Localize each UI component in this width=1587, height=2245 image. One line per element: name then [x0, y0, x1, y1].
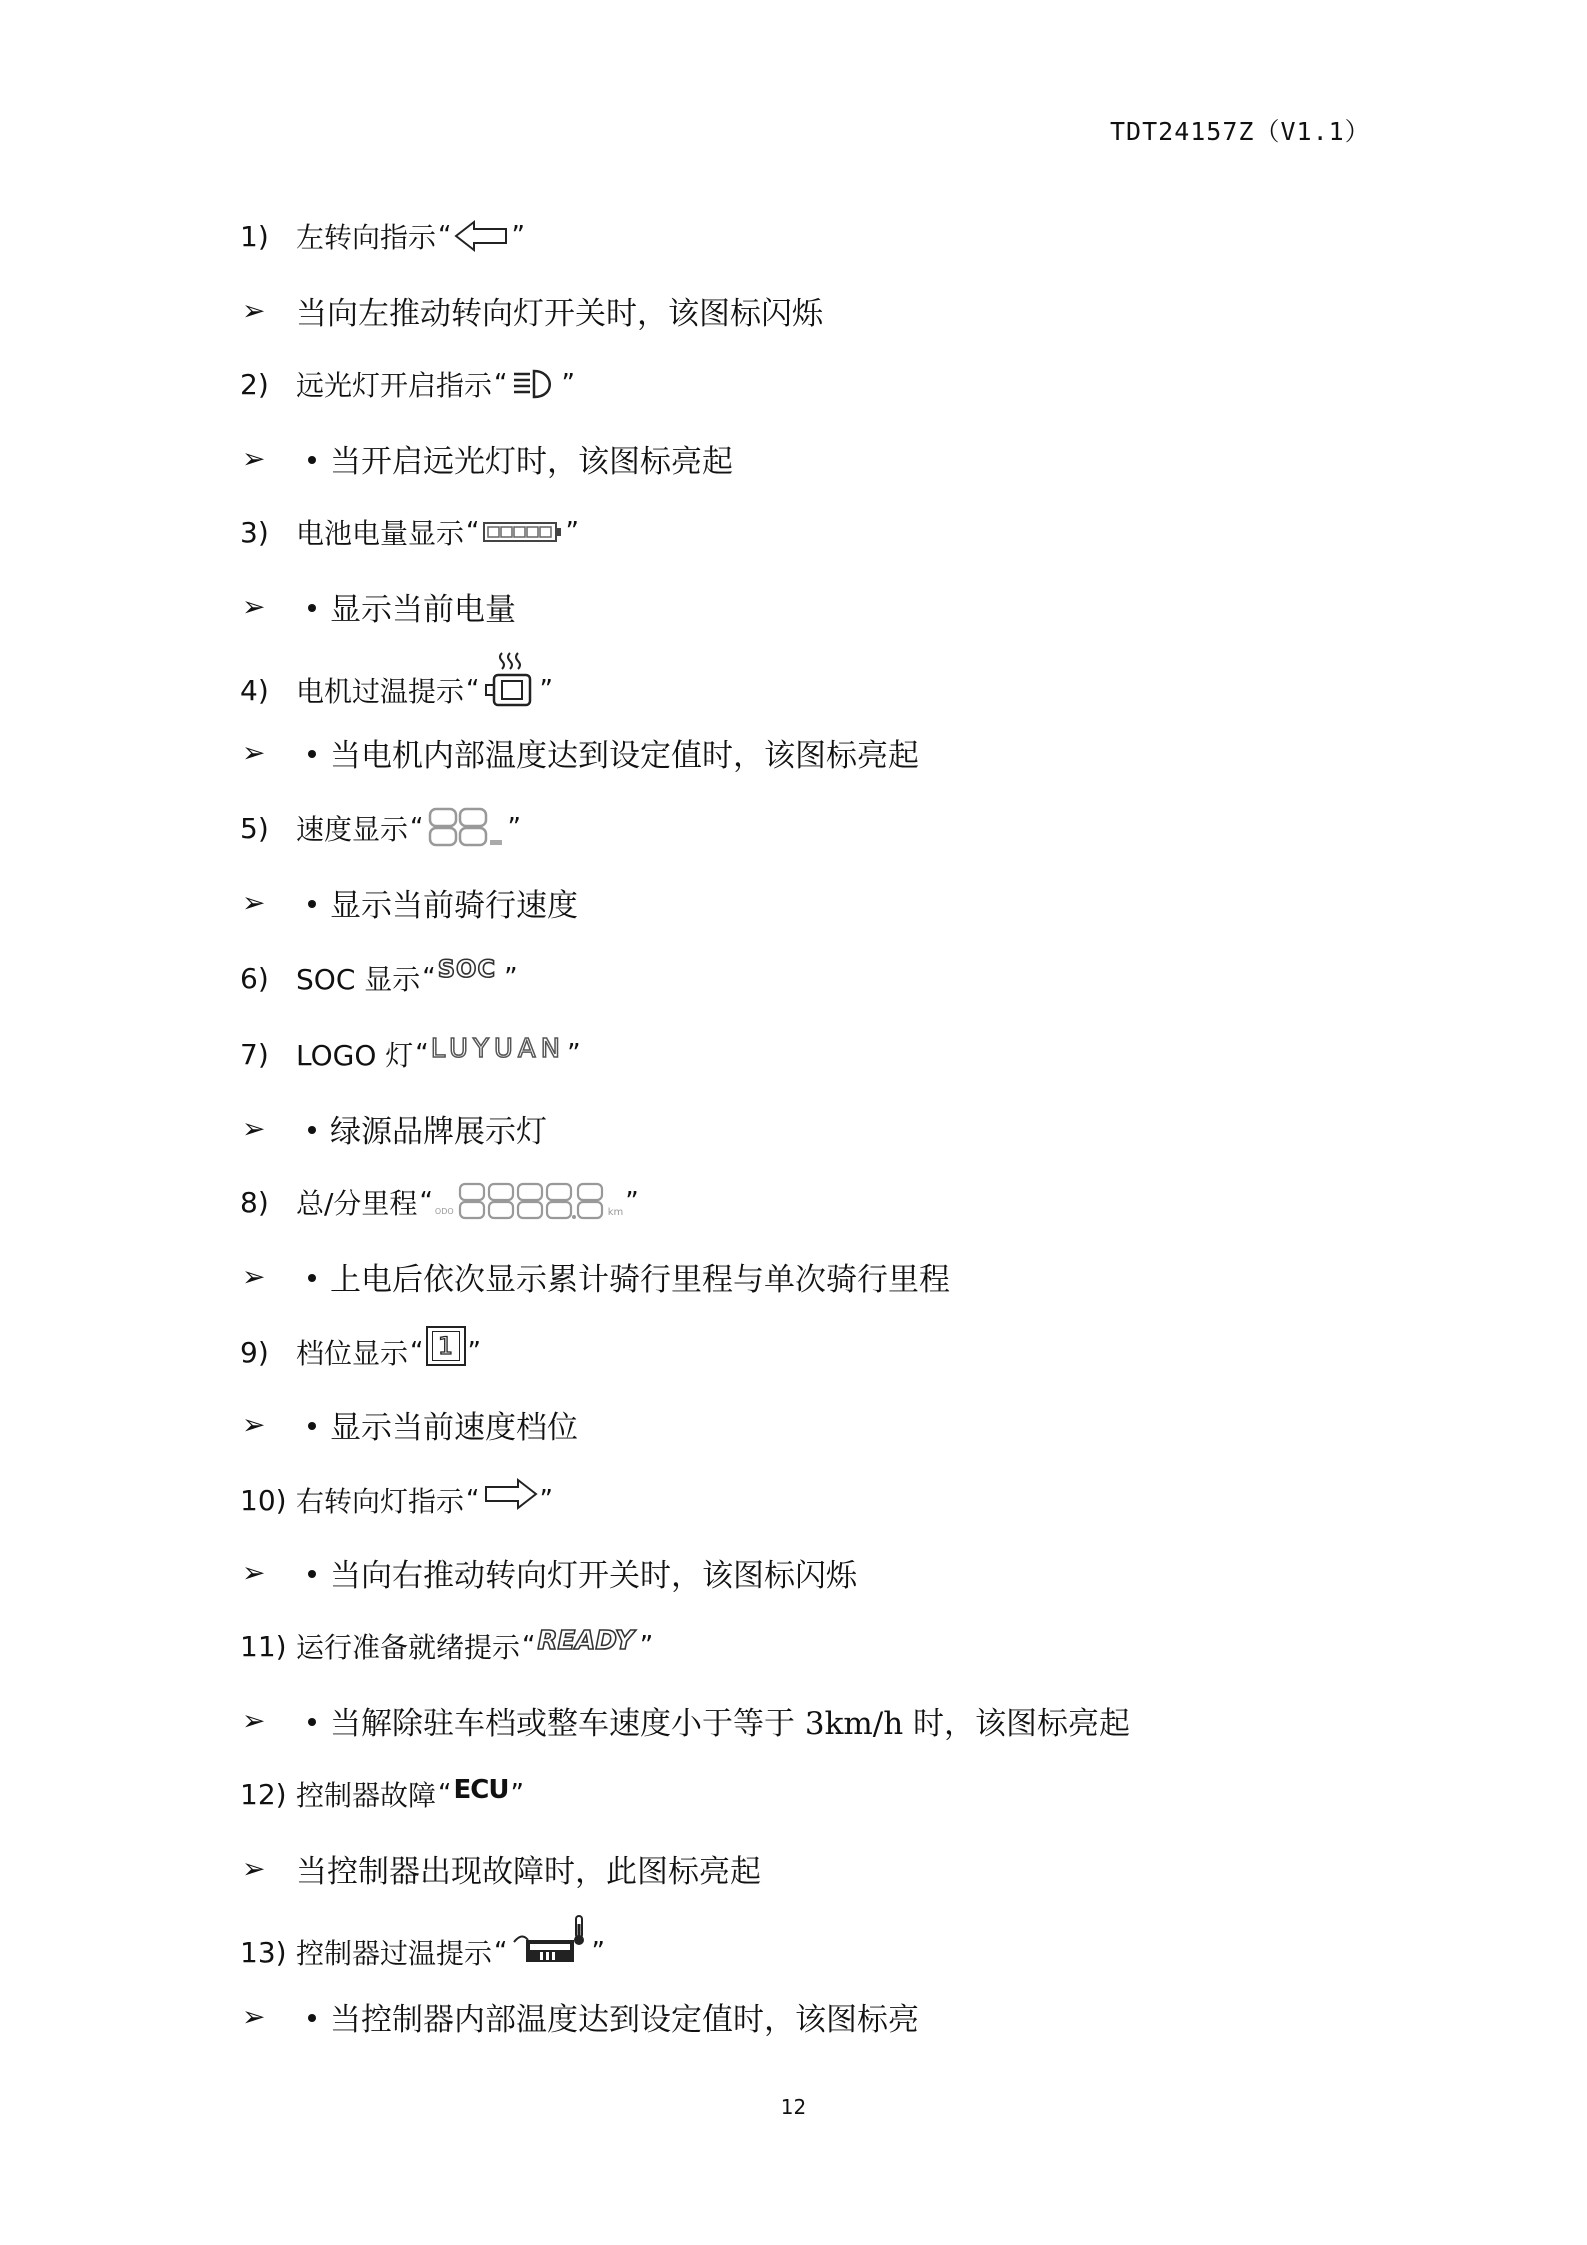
dot-bullet-icon: [308, 1718, 316, 1726]
dot-bullet-icon: [308, 750, 316, 758]
item-number: 1): [240, 219, 269, 253]
odometer-icon: [435, 1182, 623, 1222]
document-id: TDT24157Z（V1.1）: [1110, 117, 1371, 146]
item-number: 8): [240, 1185, 269, 1219]
bullet-text: 当向左推动转向灯开关时，该图标闪烁: [296, 295, 823, 332]
open-quote: “: [438, 221, 452, 251]
item-title: 档位显示: [296, 1337, 409, 1370]
close-quote: ”: [467, 1337, 481, 1367]
open-quote: “: [466, 1485, 480, 1515]
close-quote: ”: [567, 1039, 581, 1069]
bullet-text: 当向右推动转向灯开关时，该图标闪烁: [330, 1557, 857, 1594]
dot-bullet-icon: [308, 1274, 316, 1282]
high-beam-icon: [510, 367, 560, 401]
open-quote: “: [415, 1039, 429, 1069]
close-quote: ”: [639, 1631, 654, 1661]
item-title: 运行准备就绪提示: [296, 1631, 521, 1664]
arrow-bullet-icon: ➢: [242, 1851, 266, 1885]
open-quote: “: [422, 963, 436, 993]
bullet-text: 当电机内部温度达到设定值时，该图标亮起: [330, 737, 919, 774]
close-quote: ”: [511, 221, 525, 251]
motor-overheat-icon: [482, 649, 538, 711]
arrow-bullet-icon: ➢: [242, 1111, 266, 1145]
close-quote: ”: [507, 813, 521, 843]
open-quote: “: [466, 675, 480, 705]
odo-label: ODO: [434, 1207, 454, 1216]
arrow-bullet-icon: ➢: [242, 1407, 266, 1441]
bullet-text: 显示当前电量: [330, 591, 516, 628]
open-quote: “: [466, 517, 480, 547]
item-number: 7): [240, 1037, 269, 1071]
bullet-text: 上电后依次显示累计骑行里程与单次骑行里程: [330, 1261, 950, 1298]
item-number: 11): [240, 1629, 287, 1663]
arrow-bullet-icon: ➢: [242, 1259, 266, 1293]
arrow-bullet-icon: ➢: [242, 1703, 266, 1737]
item-title: 控制器故障: [296, 1779, 437, 1812]
arrow-bullet-icon: ➢: [242, 589, 266, 623]
open-quote: “: [494, 1937, 508, 1967]
item-number: 10): [240, 1483, 287, 1517]
bullet-text: 显示当前骑行速度: [330, 887, 578, 924]
open-quote: “: [410, 1337, 424, 1367]
bullet-text: 显示当前速度档位: [330, 1409, 578, 1446]
controller-overheat-icon: [510, 1912, 590, 1968]
page-number: 12: [780, 2095, 807, 2119]
open-quote: “: [438, 1779, 452, 1809]
item-title: 控制器过温提示: [296, 1937, 493, 1970]
item-title: 电机过温提示: [296, 675, 465, 708]
open-quote: “: [494, 369, 508, 399]
close-quote: ”: [539, 1485, 553, 1515]
item-number: 4): [240, 673, 269, 707]
item-title: 右转向灯指示: [296, 1485, 465, 1518]
item-title: 远光灯开启指示: [296, 369, 493, 402]
item-number: 13): [240, 1935, 287, 1969]
item-number: 5): [240, 811, 269, 845]
arrow-bullet-icon: ➢: [242, 1999, 266, 2033]
arrow-bullet-icon: ➢: [242, 293, 266, 327]
arrow-bullet-icon: ➢: [242, 735, 266, 769]
left-turn-arrow-icon: [454, 218, 510, 254]
close-quote: ”: [561, 369, 575, 399]
item-number: 9): [240, 1335, 269, 1369]
right-turn-arrow-icon: [482, 1476, 538, 1512]
battery-icon: [482, 520, 564, 544]
bullet-text: 绿源品牌展示灯: [330, 1113, 547, 1150]
km-unit-label: km: [607, 1207, 624, 1218]
item-title: SOC 显示: [296, 963, 421, 996]
dot-bullet-icon: [308, 604, 316, 612]
bullet-text: 当控制器内部温度达到设定值时，该图标亮: [330, 2001, 919, 2038]
close-quote: ”: [591, 1937, 605, 1967]
close-quote: ”: [539, 675, 553, 705]
odometer-digits-icon: [458, 1182, 608, 1222]
speed-digits-icon: [426, 806, 506, 850]
soc-icon: SOC: [437, 955, 497, 983]
gear-number-digit: 1: [432, 1331, 460, 1361]
dot-bullet-icon: [308, 1570, 316, 1578]
ecu-icon: ECU: [453, 1775, 509, 1805]
close-quote: ”: [510, 1779, 524, 1809]
close-quote: ”: [504, 963, 518, 993]
luyuan-logo-icon: LUYUAN: [430, 1034, 566, 1064]
close-quote: ”: [625, 1187, 639, 1217]
arrow-bullet-icon: ➢: [242, 441, 266, 475]
item-title: 速度显示: [296, 813, 409, 846]
item-title: 电池电量显示: [296, 517, 465, 550]
open-quote: “: [522, 1631, 536, 1661]
dot-bullet-icon: [308, 900, 316, 908]
item-number: 3): [240, 515, 269, 549]
close-quote: ”: [565, 517, 579, 547]
bullet-text: 当控制器出现故障时，此图标亮起: [296, 1853, 761, 1890]
arrow-bullet-icon: ➢: [242, 1555, 266, 1589]
arrow-bullet-icon: ➢: [242, 885, 266, 919]
dot-bullet-icon: [308, 1126, 316, 1134]
bullet-text: 当解除驻车档或整车速度小于等于 3km/h 时，该图标亮起: [330, 1705, 1131, 1742]
dot-bullet-icon: [308, 1422, 316, 1430]
item-number: 6): [240, 961, 269, 995]
item-number: 2): [240, 367, 269, 401]
item-title: 总/分里程: [296, 1187, 418, 1220]
gear-number-icon: [426, 1326, 466, 1366]
ready-icon: READY: [537, 1626, 634, 1656]
dot-bullet-icon: [308, 2014, 316, 2022]
dot-bullet-icon: [308, 456, 316, 464]
item-number: 12): [240, 1777, 287, 1811]
item-title: 左转向指示: [296, 221, 437, 254]
open-quote: “: [410, 813, 424, 843]
open-quote: “: [419, 1187, 433, 1217]
bullet-text: 当开启远光灯时，该图标亮起: [330, 443, 733, 480]
item-title: LOGO 灯: [296, 1039, 414, 1072]
